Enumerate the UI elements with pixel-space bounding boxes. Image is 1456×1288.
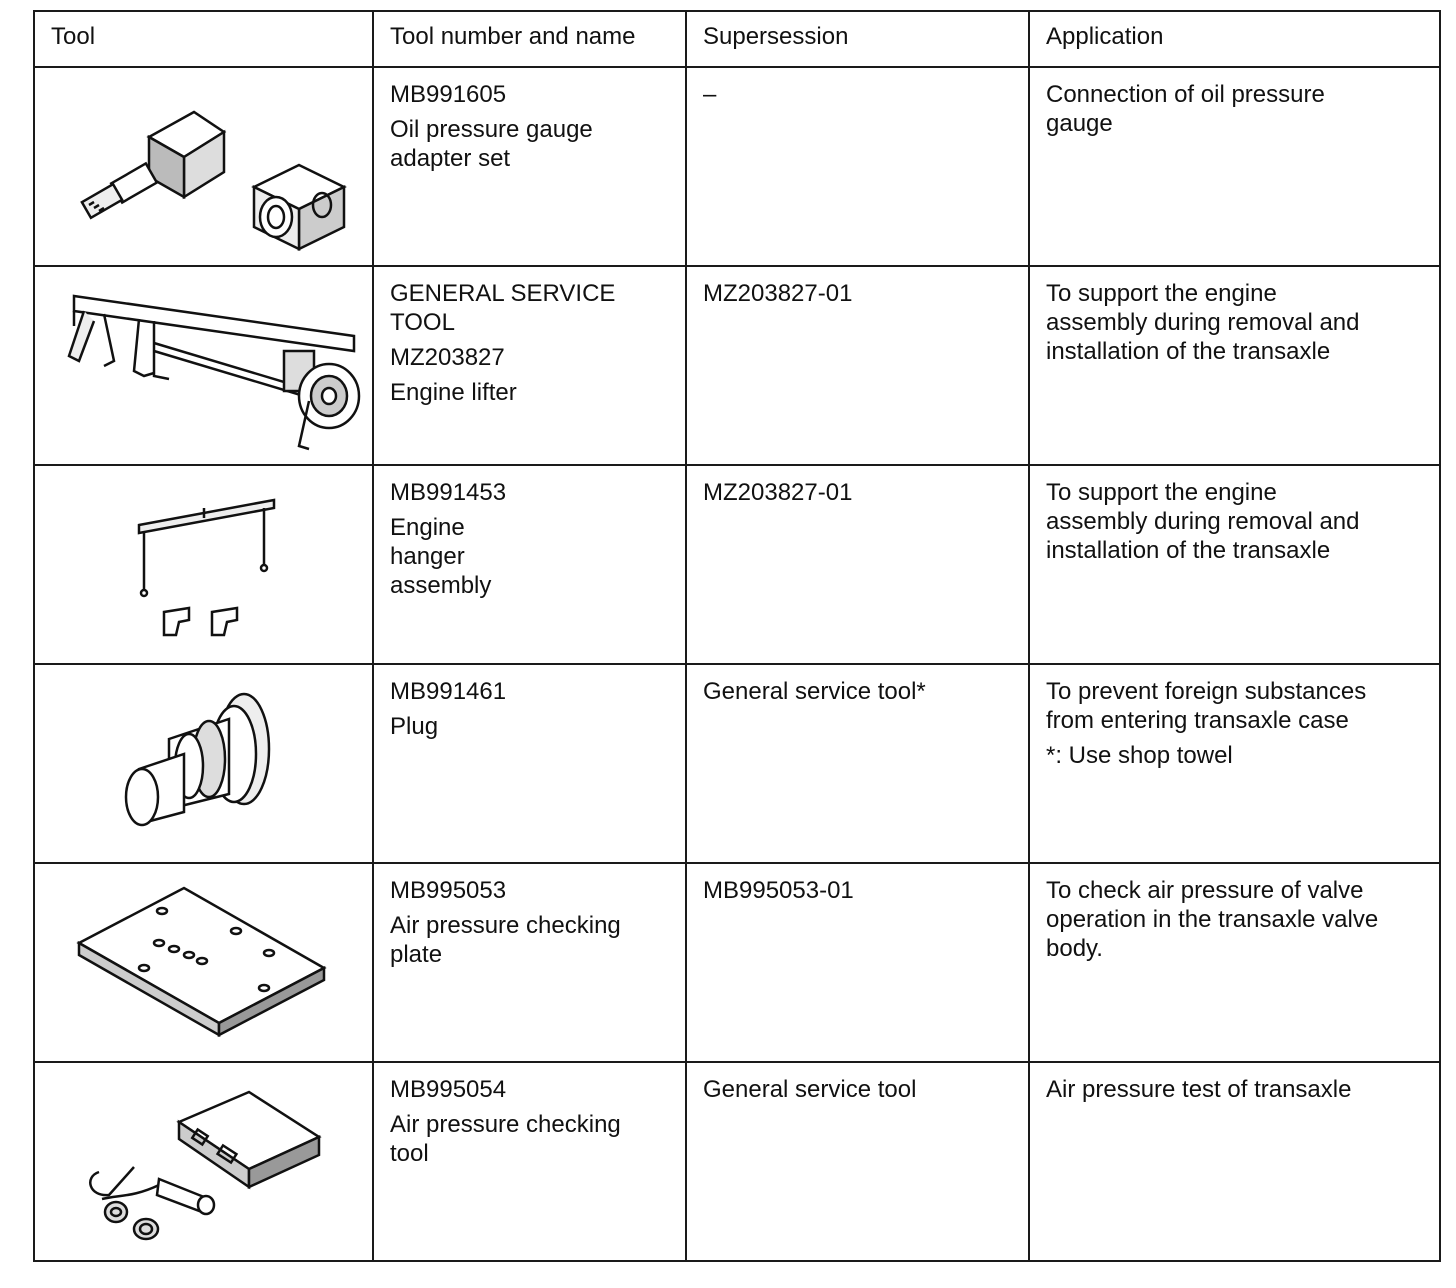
tool-name-line: Air pressure checking	[390, 1111, 621, 1138]
table-row	[34, 863, 1440, 1062]
application-cell	[1029, 1062, 1440, 1261]
supersession-cell: MB995053-01	[686, 863, 1029, 1062]
table-row	[34, 1062, 1440, 1261]
supersession-cell: MZ203827-01	[686, 266, 1029, 465]
tool-number-name-cell	[373, 1062, 686, 1261]
application-line: gauge	[1046, 110, 1113, 137]
air-pressure-checking-tool-icon	[74, 1077, 334, 1247]
application-cell	[1029, 465, 1440, 664]
oil-pressure-gauge-adapter-icon	[54, 77, 354, 257]
application-line: To support the engine	[1046, 280, 1277, 307]
tool-number: MB995053	[390, 877, 507, 904]
tool-number: MB995054	[390, 1076, 507, 1103]
plug-icon	[114, 684, 294, 844]
engine-lifter-icon	[44, 281, 364, 451]
special-tools-table	[33, 10, 1441, 1262]
tool-general-service-label: GENERAL SERVICE	[390, 280, 616, 307]
application-line: To support the engine	[1046, 479, 1277, 506]
table-row	[34, 465, 1440, 664]
application-line: Air pressure test of transaxle	[1046, 1076, 1352, 1103]
air-pressure-checking-plate-icon	[74, 883, 334, 1043]
header-tool-number-and-name: Tool number and name	[373, 11, 686, 67]
tool-number-name-cell	[373, 266, 686, 465]
table-row	[34, 664, 1440, 863]
tool-illustration-cell	[34, 465, 373, 664]
application-line: from entering transaxle case	[1046, 707, 1349, 734]
application-line: To check air pressure of valve	[1046, 877, 1364, 904]
table-row	[34, 266, 1440, 465]
supersession-cell: General service tool*	[686, 664, 1029, 863]
tool-general-service-label: TOOL	[390, 309, 455, 336]
tool-illustration-cell	[34, 266, 373, 465]
tool-illustration-cell	[34, 1062, 373, 1261]
tool-number: MZ203827	[390, 344, 505, 371]
application-line: To prevent foreign substances	[1046, 678, 1367, 705]
tool-number: MB991461	[390, 678, 507, 705]
tool-number: MB991605	[390, 81, 507, 108]
application-cell	[1029, 863, 1440, 1062]
tool-name-line: assembly	[390, 572, 492, 599]
supersession-cell: General service tool	[686, 1062, 1029, 1261]
tool-number: MB991453	[390, 479, 507, 506]
header-supersession: Supersession	[686, 11, 1029, 67]
engine-hanger-icon	[104, 490, 304, 640]
tool-name-line: hanger	[390, 543, 465, 570]
application-line: body.	[1046, 935, 1103, 962]
supersession-cell: –	[686, 67, 1029, 266]
table-row	[34, 67, 1440, 266]
header-application: Application	[1029, 11, 1440, 67]
tool-number-name-cell	[373, 67, 686, 266]
application-line: operation in the transaxle valve	[1046, 906, 1379, 933]
tool-illustration-cell	[34, 67, 373, 266]
tool-name-line: Engine	[390, 514, 465, 541]
application-line: assembly during removal and	[1046, 508, 1360, 535]
application-line: installation of the transaxle	[1046, 338, 1331, 365]
tool-name-line: Engine lifter	[390, 379, 517, 406]
application-cell	[1029, 67, 1440, 266]
header-tool: Tool	[34, 11, 373, 67]
tool-name-line: tool	[390, 1140, 429, 1167]
tool-number-name-cell	[373, 664, 686, 863]
special-tools-sheet	[33, 10, 1439, 1252]
tool-name-line: plate	[390, 941, 443, 968]
tool-name-line: Air pressure checking	[390, 912, 621, 939]
supersession-cell: MZ203827-01	[686, 465, 1029, 664]
application-cell	[1029, 664, 1440, 863]
tool-illustration-cell	[34, 664, 373, 863]
application-line: assembly during removal and	[1046, 309, 1360, 336]
tool-name-line: Plug	[390, 713, 439, 740]
tool-number-name-cell	[373, 863, 686, 1062]
application-note: *: Use shop towel	[1046, 742, 1233, 769]
application-line: installation of the transaxle	[1046, 537, 1331, 564]
tool-number-name-cell	[373, 465, 686, 664]
tool-illustration-cell	[34, 863, 373, 1062]
table-header-row	[34, 11, 1440, 67]
application-cell	[1029, 266, 1440, 465]
application-line: Connection of oil pressure	[1046, 81, 1325, 108]
tool-name-line: Oil pressure gauge	[390, 116, 593, 143]
tool-name-line: adapter set	[390, 145, 511, 172]
